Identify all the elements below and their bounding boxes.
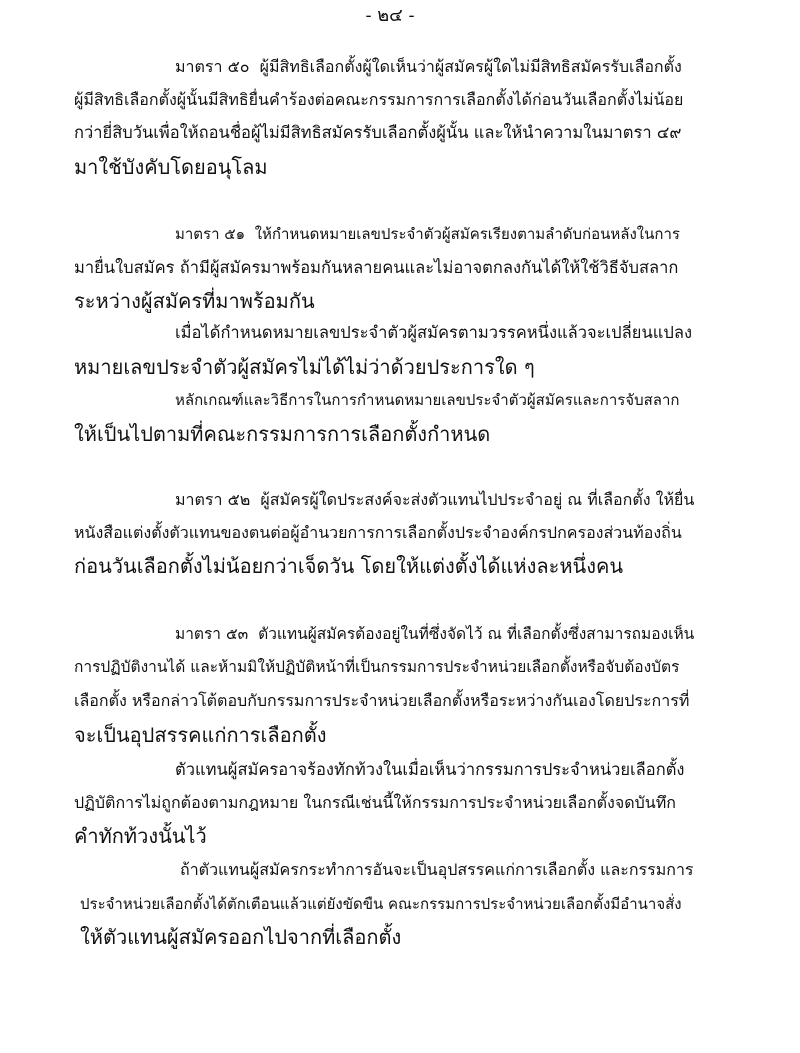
text-line: ถ้าตัวแทนผู้สมัครกระทำการอันจะเป็นอุปสรรคแก่การเลือกตั้ง และกรรมการ [180,860,694,879]
text-line: หนังสือแต่งตั้งตัวแทนของตนต่อผู้อำนวยการการเลือกตั้งประจำองค์กรปกครองส่วนท้องถิ่น [74,523,682,542]
text-line: ระหว่างผู้สมัครที่มาพร้อมกัน [74,289,315,313]
text-line: คำทักท้วงนั้นไว้ [74,824,207,848]
text-line: มาตรา ๕๒ ผู้สมัครผู้ใดประสงค์จะส่งตัวแทนไปประจำอยู่ ณ ที่เลือกตั้ง ให้ยื่น [175,490,695,509]
text-line: มายื่นใบสมัคร ถ้ามีผู้สมัครมาพร้อมกันหลายคนและไม่อาจตกลงกันได้ให้ใช้วิธีจับสลาก [74,258,679,277]
text-line: ให้ตัวแทนผู้สมัครออกไปจากที่เลือกตั้ง [80,925,402,949]
text-line: เมื่อได้กำหนดหมายเลขประจำตัวผู้สมัครตามวรรคหนึ่งแล้วจะเปลี่ยนแปลง [175,323,692,342]
text-line: มาตรา ๕๑ ให้กำหนดหมายเลขประจำตัวผู้สมัครเรียงตามลำดับก่อนหลังในการ [175,225,680,243]
page-number: - ๒๔ - [365,5,415,26]
text-line: ผู้มีสิทธิเลือกตั้งผู้นั้นมีสิทธิยื่นคำร้องต่อคณะกรรมการการเลือกตั้งได้ก่อนวันเลือกตั้งไม่น้อย [74,90,684,109]
text-line: มาตรา ๕๐ ผู้มีสิทธิเลือกตั้งผู้ใดเห็นว่าผู้สมัครผู้ใดไม่มีสิทธิสมัครรับเลือกตั้ง [175,57,682,76]
text-line: มาใช้บังคับโดยอนุโลม [74,155,268,179]
text-line: มาตรา ๕๓ ตัวแทนผู้สมัครต้องอยู่ในที่ซึ่งจัดไว้ ณ ที่เลือกตั้งซึ่งสามารถมองเห็น [175,625,695,643]
text-line: ประจำหน่วยเลือกตั้งได้ตักเตือนแล้วแต่ยังขัดขืน คณะกรรมการประจำหน่วยเลือกตั้งมีอำนาจสั่ง [80,895,682,913]
text-line: จะเป็นอุปสรรคแก่การเลือกตั้ง [74,723,327,747]
text-line: กว่ายี่สิบวันเพื่อให้ถอนชื่อผู้ไม่มีสิทธิสมัครรับเลือกตั้งผู้นั้น และให้นำความในมาตรา ๔๙ [74,123,682,142]
text-line: ให้เป็นไปตามที่คณะกรรมการการเลือกตั้งกำหนด [74,422,491,446]
text-line: หลักเกณฑ์และวิธีการในการกำหนดหมายเลขประจำตัวผู้สมัครและการจับสลาก [175,391,680,409]
text-line: ปฏิบัติการไม่ถูกต้องตามกฎหมาย ในกรณีเช่นนี้ให้กรรมการประจำหน่วยเลือกตั้งจดบันทึก [74,793,676,812]
text-line: ตัวแทนผู้สมัครอาจร้องทักท้วงในเมื่อเห็นว่ากรรมการประจำหน่วยเลือกตั้ง [175,760,685,779]
text-line: หมายเลขประจำตัวผู้สมัครไม่ได้ไม่ว่าด้วยประการใด ๆ [74,355,535,379]
text-line: ก่อนวันเลือกตั้งไม่น้อยกว่าเจ็ดวัน โดยให้แต่งตั้งได้แห่งละหนึ่งคน [74,554,624,578]
text-line: เลือกตั้ง หรือกล่าวโต้ตอบกับกรรมการประจำหน่วยเลือกตั้งหรือระหว่างกันเองโดยประการที่ [74,691,690,710]
text-line: การปฏิบัติงานได้ และห้ามมิให้ปฏิบัติหน้าที่เป็นกรรมการประจำหน่วยเลือกตั้งหรือจับต้องบัตร [74,658,680,676]
